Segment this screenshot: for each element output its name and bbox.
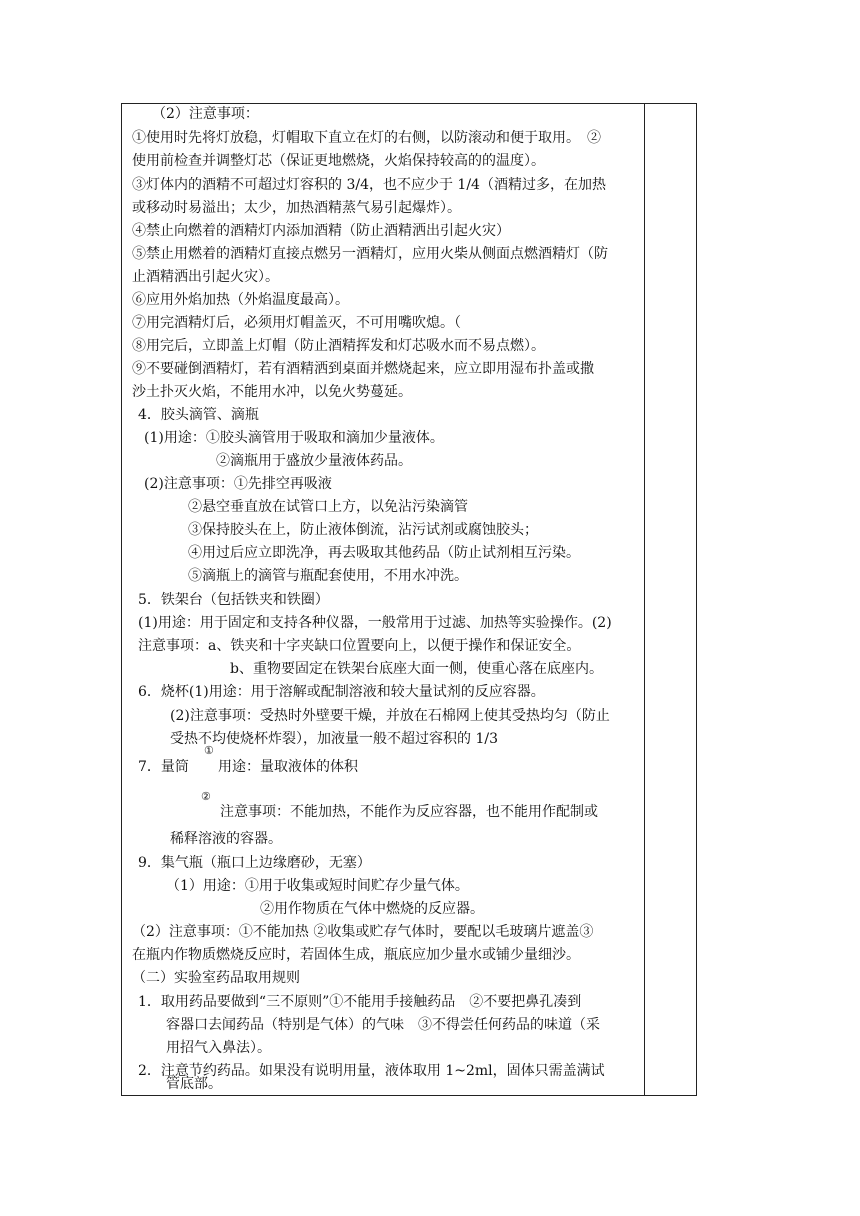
text-line: 在瓶内作物质燃烧反应时，若固体生成，瓶底应加少量水或铺少量细沙。 bbox=[132, 947, 580, 963]
text-line: 注意事项：不能加热，不能作为反应容器，也不能用作配制或 bbox=[220, 804, 598, 820]
text-line: （2）注意事项： bbox=[152, 106, 259, 122]
text-line: 用招气入鼻法）。 bbox=[166, 1040, 271, 1056]
section-heading: 5．铁架台（包括铁夹和铁圈） bbox=[138, 592, 329, 608]
text-line: 止酒精洒出引起火灾）。 bbox=[132, 269, 279, 285]
circled-number-marker: ① bbox=[204, 744, 214, 757]
text-line: 用途：量取液体的体积 bbox=[218, 759, 358, 775]
text-line: 稀释溶液的容器。 bbox=[170, 831, 282, 847]
circled-number-marker: ② bbox=[201, 790, 211, 803]
text-line: ②滴瓶用于盛放少量液体药品。 bbox=[216, 453, 412, 469]
text-line: ②用作物质在气体中燃烧的反应器。 bbox=[260, 901, 484, 917]
text-line: (1)用途：①胶头滴管用于吸取和滴加少量液体。 bbox=[144, 430, 444, 446]
text-line: ③保持胶头在上，防止液体倒流，沾污试剂或腐蚀胶头； bbox=[188, 522, 538, 538]
section-heading: 7．量筒 bbox=[138, 759, 189, 775]
text-line: （2）注意事项：①不能加热 ②收集或贮存气体时，要配以毛玻璃片遮盖③ bbox=[132, 924, 594, 940]
text-line: ⑤滴瓶上的滴管与瓶配套使用，不用水冲洗。 bbox=[188, 568, 468, 584]
text-line: ⑨不要碰倒酒精灯，若有酒精洒到桌面并燃烧起来，应立即用湿布扑盖或撒 bbox=[132, 361, 594, 377]
section-heading: 6．烧杯(1)用途：用于溶解或配制溶液和较大量试剂的反应容器。 bbox=[138, 684, 545, 700]
text-line: ⑧用完后，立即盖上灯帽（防止酒精挥发和灯芯吸水而不易点燃）。 bbox=[132, 338, 545, 354]
section-heading: 9．集气瓶（瓶口上边缘磨砂，无塞） bbox=[138, 855, 371, 871]
text-line: ④用过后应立即洗净，再去吸取其他药品（防止试剂相互污染。 bbox=[188, 545, 580, 561]
text-line: b、重物要固定在铁架台底座大面一侧，使重心落在底座内。 bbox=[230, 661, 603, 677]
text-line: ⑤禁止用燃着的酒精灯直接点燃另一酒精灯，应用火柴从侧面点燃酒精灯（防 bbox=[132, 246, 608, 262]
section-heading: 4．胶头滴管、滴瓶 bbox=[138, 407, 259, 423]
text-line: 2．注意节约药品。如果没有说明用量，液体取用 1~2ml，固体只需盖满试 bbox=[138, 1063, 605, 1079]
text-line: 或移动时易溢出；太少，加热酒精蒸气易引起爆炸）。 bbox=[132, 200, 461, 216]
text-line: (2)注意事项：受热时外壁要干燥，并放在石棉网上使其受热均匀（防止 bbox=[170, 708, 610, 724]
text-line: 管底部。 bbox=[166, 1076, 222, 1092]
text-line: 容器口去闻药品（特别是气体）的气味 ③不得尝任何药品的味道（采 bbox=[166, 1017, 600, 1033]
text-line: (1)用途：用于固定和支持各种仪器，一般常用于过滤、加热等实验操作。(2) bbox=[138, 615, 612, 631]
text-line: 受热不均使烧杯炸裂），加液量一般不超过容积的 1/3 bbox=[170, 731, 498, 747]
text-line: 1．取用药品要做到“三不原则”①不能用手接触药品 ②不要把鼻孔凑到 bbox=[138, 994, 582, 1010]
content-table bbox=[121, 103, 697, 1096]
text-line: ⑥应用外焰加热（外焰温度最高）。 bbox=[132, 292, 349, 308]
text-line: ①使用时先将灯放稳，灯帽取下直立在灯的右侧，以防滚动和便于取用。 ② bbox=[132, 130, 601, 146]
text-line: ②悬空垂直放在试管口上方，以免沾污染滴管 bbox=[188, 499, 468, 515]
text-line: (2)注意事项：①先排空再吸液 bbox=[144, 476, 332, 492]
text-line: （1）用途：①用于收集或短时间贮存少量气体。 bbox=[166, 878, 469, 894]
section-heading: （二）实验室药品取用规则 bbox=[132, 970, 300, 986]
main-content-cell bbox=[122, 104, 644, 1095]
text-line: ⑦用完酒精灯后，必须用灯帽盖灭，不可用嘴吹熄。（ bbox=[132, 315, 461, 331]
text-line: 使用前检查并调整灯芯（保证更地燃烧，火焰保持较高的的温度）。 bbox=[132, 153, 545, 169]
text-line: ③灯体内的酒精不可超过灯容积的 3/4，也不应少于 1/4（酒精过多，在加热 bbox=[132, 177, 606, 193]
text-line: 沙土扑灭火焰，不能用水冲，以免火势蔓延。 bbox=[132, 384, 412, 400]
text-line: ④禁止向燃着的酒精灯内添加酒精（防止酒精洒出引起火灾） bbox=[132, 223, 510, 239]
side-notes-cell bbox=[645, 104, 696, 1095]
text-line: 注意事项：a、铁夹和十字夹缺口位置要向上，以便于操作和保证安全。 bbox=[138, 638, 581, 654]
